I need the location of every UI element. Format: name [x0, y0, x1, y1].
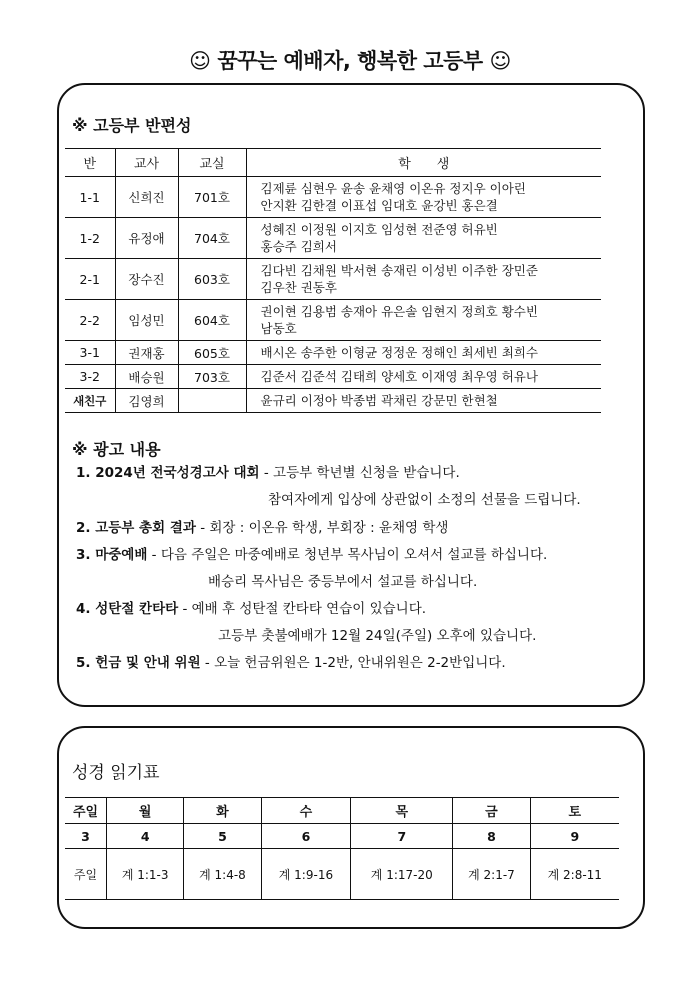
ad-item-4: [76, 600, 426, 619]
ads-section-heading: ※ 광고 내용: [72, 440, 161, 459]
header-ban: 반: [65, 149, 115, 177]
passage-cell: 계 1:4-8: [184, 849, 261, 900]
day-cell: 금: [453, 798, 530, 824]
teacher-cell: 배승원: [115, 365, 178, 389]
day-cell: 월: [107, 798, 184, 824]
teacher-cell: 유정애: [115, 218, 178, 259]
teacher-cell: 김영희: [115, 389, 178, 413]
students-line: 안지환 김한결 이표섭 임대호 윤강빈 홍은결: [260, 198, 498, 213]
students-line: 김우찬 권동후: [260, 280, 337, 295]
ban-cell: 3-1: [65, 341, 115, 365]
reading-dates-row: [65, 824, 619, 849]
passage-cell: 계 1:17-20: [351, 849, 453, 900]
table-row: [65, 259, 601, 300]
students-cell: 배시온 송주한 이형균 정정운 정해인 최세빈 최희수: [246, 341, 601, 365]
ad-body: - 예배 후 성탄절 칸타타 연습이 있습니다.: [178, 601, 427, 617]
ad-item-1: [76, 464, 460, 483]
reading-section-heading: 성경 읽기표: [72, 763, 160, 783]
ad-title: 4. 성탄절 칸타타: [76, 601, 179, 617]
ad-title: 3. 마중예배: [76, 547, 148, 563]
ad-item-3: [76, 546, 547, 565]
header-students: 학 생: [246, 149, 601, 177]
ban-cell: 2-1: [65, 259, 115, 300]
passage-cell: 계 1:9-16: [261, 849, 351, 900]
passage-cell: 계 2:8-11: [530, 849, 619, 900]
students-line: 김다빈 김채원 박서현 송재린 이성빈 이주한 장민준: [260, 263, 538, 278]
ad-title: 2. 고등부 총회 결과: [76, 520, 196, 536]
room-cell: 605호: [178, 341, 246, 365]
students-line: 김제륜 심현우 윤송 윤채영 이온유 정지우 이아린: [260, 181, 526, 196]
teacher-cell: 임성민: [115, 300, 178, 341]
students-cell: [246, 259, 601, 300]
table-row: [65, 341, 601, 365]
day-cell: 화: [184, 798, 261, 824]
students-line: 성혜진 이정원 이지호 임성현 전준영 허유빈: [260, 222, 498, 237]
header-teacher: 교사: [115, 149, 178, 177]
ad-title: 5. 헌금 및 안내 위원: [76, 655, 201, 671]
ad-body: - 다음 주일은 마중예배로 청년부 목사님이 오셔서 설교를 하십니다.: [147, 547, 548, 563]
date-cell: 7: [351, 824, 453, 849]
table-row: [65, 389, 601, 413]
passage-cell: 계 2:1-7: [453, 849, 530, 900]
ban-cell: 3-2: [65, 365, 115, 389]
students-line: 홍승주 김희서: [260, 239, 337, 254]
class-table-header: [65, 149, 601, 177]
students-cell: [246, 218, 601, 259]
reading-days-row: [65, 798, 619, 824]
class-section-heading: ※ 고등부 반편성: [72, 116, 192, 135]
teacher-cell: 신희진: [115, 177, 178, 218]
ad-body: - 고등부 학년별 신청을 받습니다.: [259, 465, 460, 481]
ad-item-5: [76, 654, 506, 673]
students-line: 남동호: [260, 321, 297, 336]
students-cell: [246, 300, 601, 341]
room-cell: 604호: [178, 300, 246, 341]
ban-cell: 2-2: [65, 300, 115, 341]
date-cell: 8: [453, 824, 530, 849]
students-cell: 김준서 김준석 김태희 양세호 이재영 최우영 허유나: [246, 365, 601, 389]
teacher-cell: 장수진: [115, 259, 178, 300]
date-cell: 5: [184, 824, 261, 849]
date-cell: 4: [107, 824, 184, 849]
room-cell: 603호: [178, 259, 246, 300]
page-title: ☺ 꿈꾸는 예배자, 행복한 고등부 ☺: [189, 49, 511, 73]
table-row: [65, 177, 601, 218]
ad-body: - 오늘 헌금위원은 1-2반, 안내위원은 2-2반입니다.: [200, 655, 506, 671]
passage-cell: 주일: [65, 849, 107, 900]
date-cell: 9: [530, 824, 619, 849]
teacher-cell: 권재홍: [115, 341, 178, 365]
room-cell: [178, 389, 246, 413]
ban-cell: 1-1: [65, 177, 115, 218]
ad-item-2: [76, 519, 448, 538]
students-line: 권이현 김용범 송재아 유은솔 임현지 정희호 황수빈: [260, 304, 538, 319]
day-cell: 목: [351, 798, 453, 824]
class-table: [65, 148, 601, 413]
room-cell: 701호: [178, 177, 246, 218]
room-cell: 703호: [178, 365, 246, 389]
table-row: [65, 218, 601, 259]
ad-item-3-cont: 배승리 목사님은 중등부에서 설교를 하십니다.: [208, 574, 478, 590]
table-row: [65, 300, 601, 341]
ad-body: - 회장 : 이온유 학생, 부회장 : 윤채영 학생: [195, 520, 449, 536]
table-row: [65, 365, 601, 389]
day-cell: 토: [530, 798, 619, 824]
header-room: 교실: [178, 149, 246, 177]
date-cell: 6: [261, 824, 351, 849]
ad-title: 1. 2024년 전국성경고사 대회: [76, 465, 260, 481]
students-cell: 윤규리 이정아 박종범 곽채린 강문민 한현철: [246, 389, 601, 413]
room-cell: 704호: [178, 218, 246, 259]
ban-cell: 1-2: [65, 218, 115, 259]
day-cell: 수: [261, 798, 351, 824]
ad-item-4-cont: 고등부 촛불예배가 12월 24일(주일) 오후에 있습니다.: [218, 628, 537, 644]
ad-item-1-cont: 참여자에게 입상에 상관없이 소정의 선물을 드립니다.: [268, 492, 581, 508]
reading-passages-row: [65, 849, 619, 900]
ban-cell: 새친구: [65, 389, 115, 413]
day-cell: 주일: [65, 798, 107, 824]
students-cell: [246, 177, 601, 218]
reading-table: [65, 797, 619, 900]
date-cell: 3: [65, 824, 107, 849]
passage-cell: 계 1:1-3: [107, 849, 184, 900]
